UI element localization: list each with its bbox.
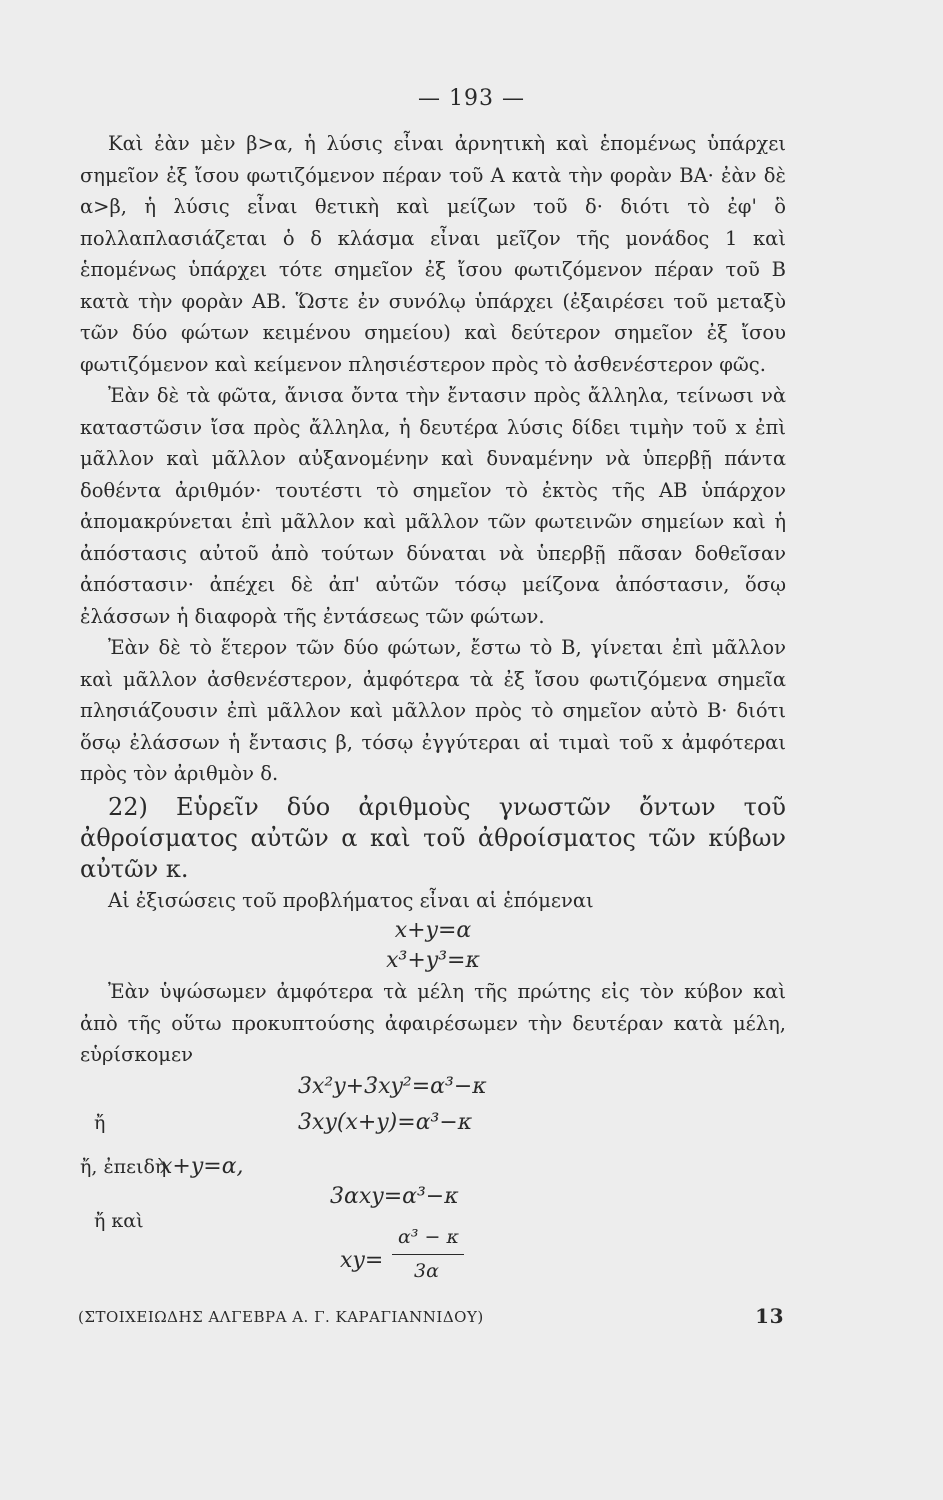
page-number: — 193 — xyxy=(418,86,525,111)
equation-2: x³+y³=κ xyxy=(386,948,480,973)
fraction-lhs: xy= xyxy=(340,1248,384,1273)
label-or: ἤ xyxy=(94,1112,106,1134)
label-or-and: ἤ καὶ xyxy=(94,1210,144,1232)
paragraph-3: Ἐὰν δὲ τὸ ἕτερον τῶν δύο φώτων, ἔστω τὸ Β, γίνεται ἐπὶ μᾶλλον καὶ μᾶλλον ἀσθενέστερον, ἀμφότερα τὰ ἐξ ἴσου φωτιζόμενα σημεῖα πλησιάζουσιν ἐπὶ μᾶλλον καὶ μᾶλλον πρὸς τὸ σημεῖον αὐτὸ Β· διότι ὅσῳ ἐλάσσων ἡ ἔντασις β, τόσῳ ἐγγύτεραι αἱ τιμαὶ τοῦ x ἀμφότεραι πρὸς τὸν ἀριθμὸν δ. xyxy=(80,636,786,785)
paragraph-2: Ἐὰν δὲ τὰ φῶτα, ἄνισα ὄντα τὴν ἔντασιν πρὸς ἄλληλα, τείνωσι νὰ καταστῶσιν ἴσα πρὸς ἄλληλα, ἡ δευτέρα λύσις δίδει τιμὴν τοῦ x ἐπὶ μᾶλλον καὶ μᾶλλον αὐξανομένην καὶ δυναμένην νὰ ὑπερβῇ πάντα δοθέντα ἀριθμόν· τουτέστι τὸ σημεῖον τὸ ἐκτὸς τῆς ΑΒ ὑπάρχον ἀπομακρύνεται ἐπὶ μᾶλλον καὶ μᾶλλον τῶν φωτεινῶν σημείων καὶ ἡ ἀπόστασις αὐτοῦ ἀπὸ τούτων δύναται νὰ ὑπερβῇ πᾶσαν δοθεῖσαν ἀπόστασιν· ἀπέχει δὲ ἀπ' αὐτῶν τόσῳ μείζονα ἀπόστασιν, ὅσῳ ἐλάσσων ἡ διαφορὰ τῆς ἐντάσεως τῶν φώτων. xyxy=(80,384,786,628)
fraction-bar xyxy=(392,1254,464,1255)
equation-6: 3αxy=α³−κ xyxy=(330,1184,459,1209)
equation-3: 3x²y+3xy²=α³−κ xyxy=(298,1074,487,1099)
page-body xyxy=(80,128,786,1071)
equation-5: x+y=α, xyxy=(160,1154,244,1179)
label-since: ἤ, ἐπειδὴ xyxy=(80,1156,167,1178)
page-footer xyxy=(78,1304,784,1328)
signature-number: 13 xyxy=(755,1304,784,1328)
fraction-numerator: α³ − κ xyxy=(398,1226,459,1248)
fraction-equation xyxy=(340,1226,480,1292)
problem-title: 22) Εὑρεῖν δύο ἀριθμοὺς γνωστῶν ὄντων τοῦ ἀθροίσματος αὐτῶν α καὶ τοῦ ἀθροίσματος τῶν κύβων αὐτῶν κ. xyxy=(80,792,786,883)
problem-continuation: Ἐὰν ὑψώσωμεν ἀμφότερα τὰ μέλη τῆς πρώτης εἰς τὸν κύβον καὶ ἀπὸ τῆς οὕτω προκυπτούσης ἀφαιρέσωμεν τὴν δευτέραν κατὰ μέλη, εὑρίσκομεν xyxy=(80,980,786,1066)
equation-4: 3xy(x+y)=α³−κ xyxy=(298,1110,473,1135)
book-title: (ΣΤΟΙΧΕΙΩΔΗΣ ΑΛΓΕΒΡΑ Α. Γ. ΚΑΡΑΓΙΑΝΝΙΔΟΥ) xyxy=(78,1308,484,1326)
paragraph-1: Καὶ ἐὰν μὲν β>α, ἡ λύσις εἶναι ἀρνητικὴ καὶ ἑπομένως ὑπάρχει σημεῖον ἐξ ἴσου φωτιζόμενον πέραν τοῦ Α κατὰ τὴν φορὰν ΒΑ· ἐὰν δὲ α>β, ἡ λύσις εἶναι θετικὴ καὶ μείζων τοῦ δ· διότι τὸ ἐφ' ὃ πολλαπλασιάζεται ὁ δ κλάσμα εἶναι μεῖζον τῆς μονάδος 1 καὶ ἑπομένως ὑπάρχει τότε σημεῖον ἐξ ἴσου φωτιζόμενον πέραν τοῦ Β κατὰ τὴν φορὰν ΑΒ. Ὥστε ἐν συνόλῳ ὑπάρχει (ἐξαιρέσει τοῦ μεταξὺ τῶν δύο φώτων κειμένου σημείου) καὶ δεύτερον σημεῖον ἐξ ἴσου φωτιζόμενον καὶ κείμενον πλησιέστερον πρὸς τὸ ἀσθενέστερον φῶς. xyxy=(80,132,786,376)
fraction-denominator: 3α xyxy=(414,1260,439,1282)
problem-intro: Αἱ ἐξισώσεις τοῦ προβλήματος εἶναι αἱ ἑπόμεναι xyxy=(108,888,594,912)
equation-1: x+y=α xyxy=(394,918,472,943)
